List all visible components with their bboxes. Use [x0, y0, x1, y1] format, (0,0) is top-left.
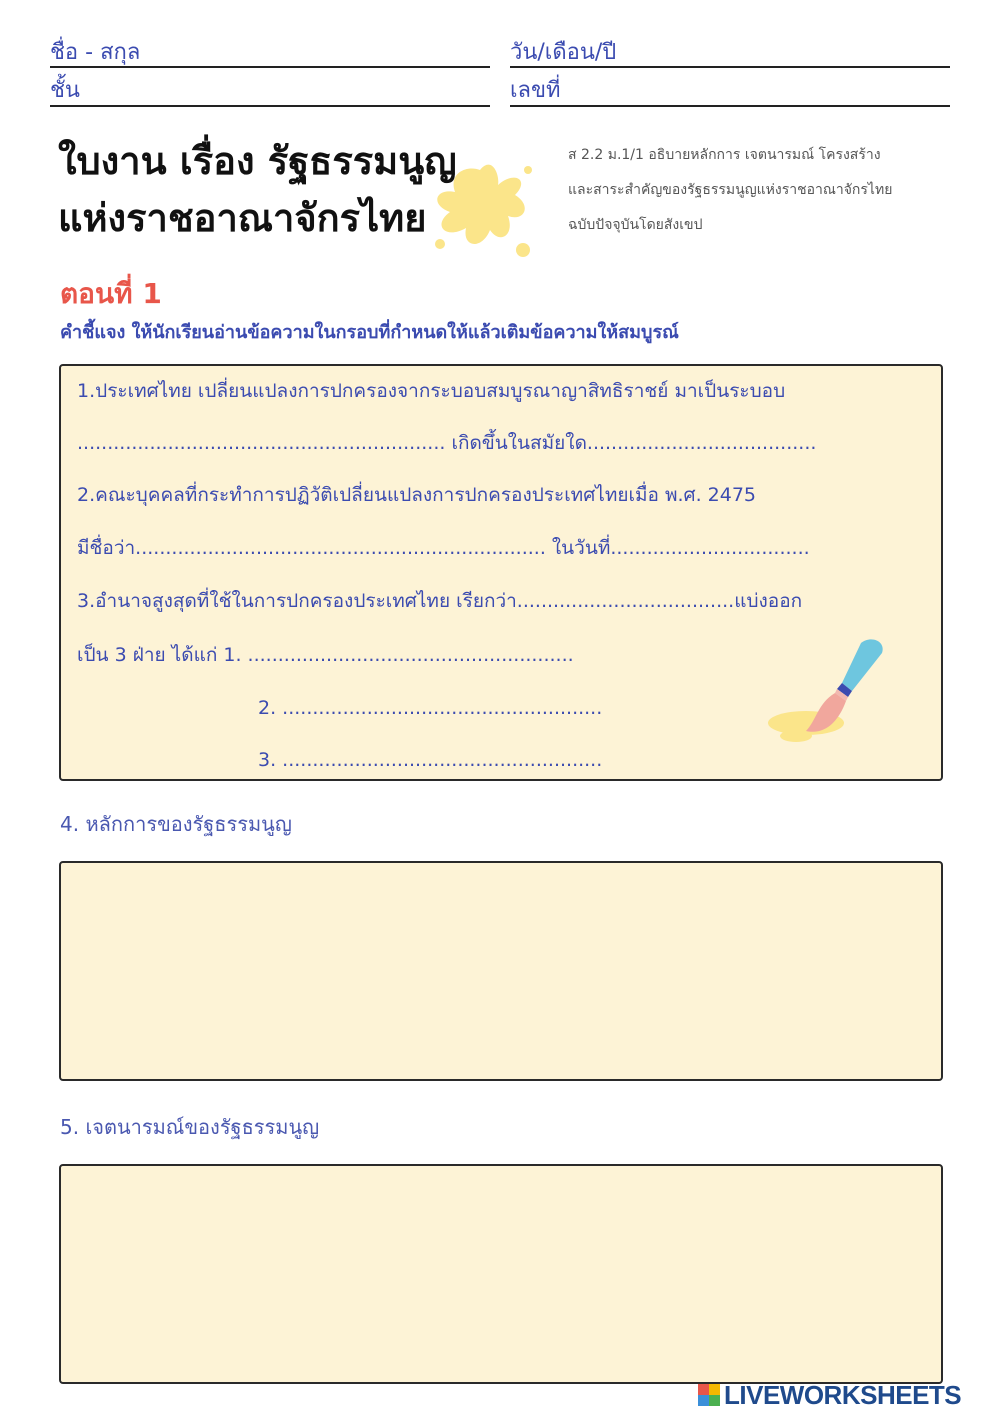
- part-heading: ตอนที่ 1: [60, 277, 162, 310]
- question-5-label: 5. เจตนารมณ์ของรัฐธรรมนูญ: [60, 1115, 320, 1139]
- standard-line1: ส 2.2 ม.1/1 อธิบายหลักการ เจตนารมณ์ โครงสร้าง: [568, 147, 881, 163]
- liveworksheets-logo: [698, 1380, 998, 1410]
- standard-line3: ฉบับปัจจุบันโดยสังเขป: [568, 217, 703, 233]
- question-2-line2[interactable]: มีชื่อว่า.................................................................... ในวันที่.................................: [77, 537, 810, 559]
- number-field-line[interactable]: [510, 105, 950, 107]
- question-3-line3[interactable]: 2. .....................................................: [258, 697, 603, 719]
- question-5-answer-input[interactable]: [61, 1166, 941, 1382]
- liveworksheets-badge-icon: [698, 1384, 720, 1406]
- worksheet-title-line2: แห่งราชอาณาจักรไทย: [58, 196, 427, 240]
- standard-line2: และสาระสำคัญของรัฐธรรมนูญแห่งราชอาณาจักรไทย: [568, 182, 893, 198]
- worksheet-title-line1: ใบงาน เรื่อง รัฐธรรมนูญ: [58, 139, 457, 183]
- question-3-line2[interactable]: เป็น 3 ฝ่าย ได้แก่ 1. ......................................................: [77, 644, 574, 666]
- fill-in-box: [59, 364, 943, 781]
- question-3-line4[interactable]: 3. .....................................................: [258, 749, 603, 771]
- question-4-answer-input[interactable]: [61, 863, 941, 1079]
- name-label: ชื่อ - สกุล: [50, 40, 141, 65]
- question-4-label: 4. หลักการของรัฐธรรมนูญ: [60, 812, 292, 836]
- class-label: ชั้น: [50, 78, 80, 103]
- question-1-line1: 1.ประเทศไทย เปลี่ยนแปลงการปกครองจากระบอบสมบูรณาญาสิทธิราชย์ มาเป็นระบอบ: [77, 380, 786, 402]
- question-3-line1[interactable]: 3.อำนาจสูงสุดที่ใช้ในการปกครองประเทศไทย เรียกว่า....................................แบ่งออก: [77, 590, 803, 612]
- question-4-answer-box[interactable]: [59, 861, 943, 1081]
- number-label: เลขที่: [510, 78, 561, 103]
- date-field-line[interactable]: [510, 66, 950, 68]
- date-label: วัน/เดือน/ปี: [510, 40, 617, 65]
- paintbrush-icon: [766, 631, 896, 751]
- name-field-line[interactable]: [50, 66, 490, 68]
- liveworksheets-text: LIVEWORKSHEETS: [724, 1380, 962, 1410]
- question-2-line1: 2.คณะบุคคลที่กระทำการปฏิวัติเปลี่ยนแปลงการปกครองประเทศไทยเมื่อ พ.ศ. 2475: [77, 484, 757, 506]
- class-field-line[interactable]: [50, 105, 490, 107]
- question-1-line2[interactable]: ............................................................. เกิดขึ้นในสมัยใด......................................: [77, 432, 817, 454]
- question-5-answer-box[interactable]: [59, 1164, 943, 1384]
- instruction-text: คำชี้แจง ให้นักเรียนอ่านข้อความในกรอบที่กำหนดให้แล้วเติมข้อความให้สมบูรณ์: [60, 322, 679, 343]
